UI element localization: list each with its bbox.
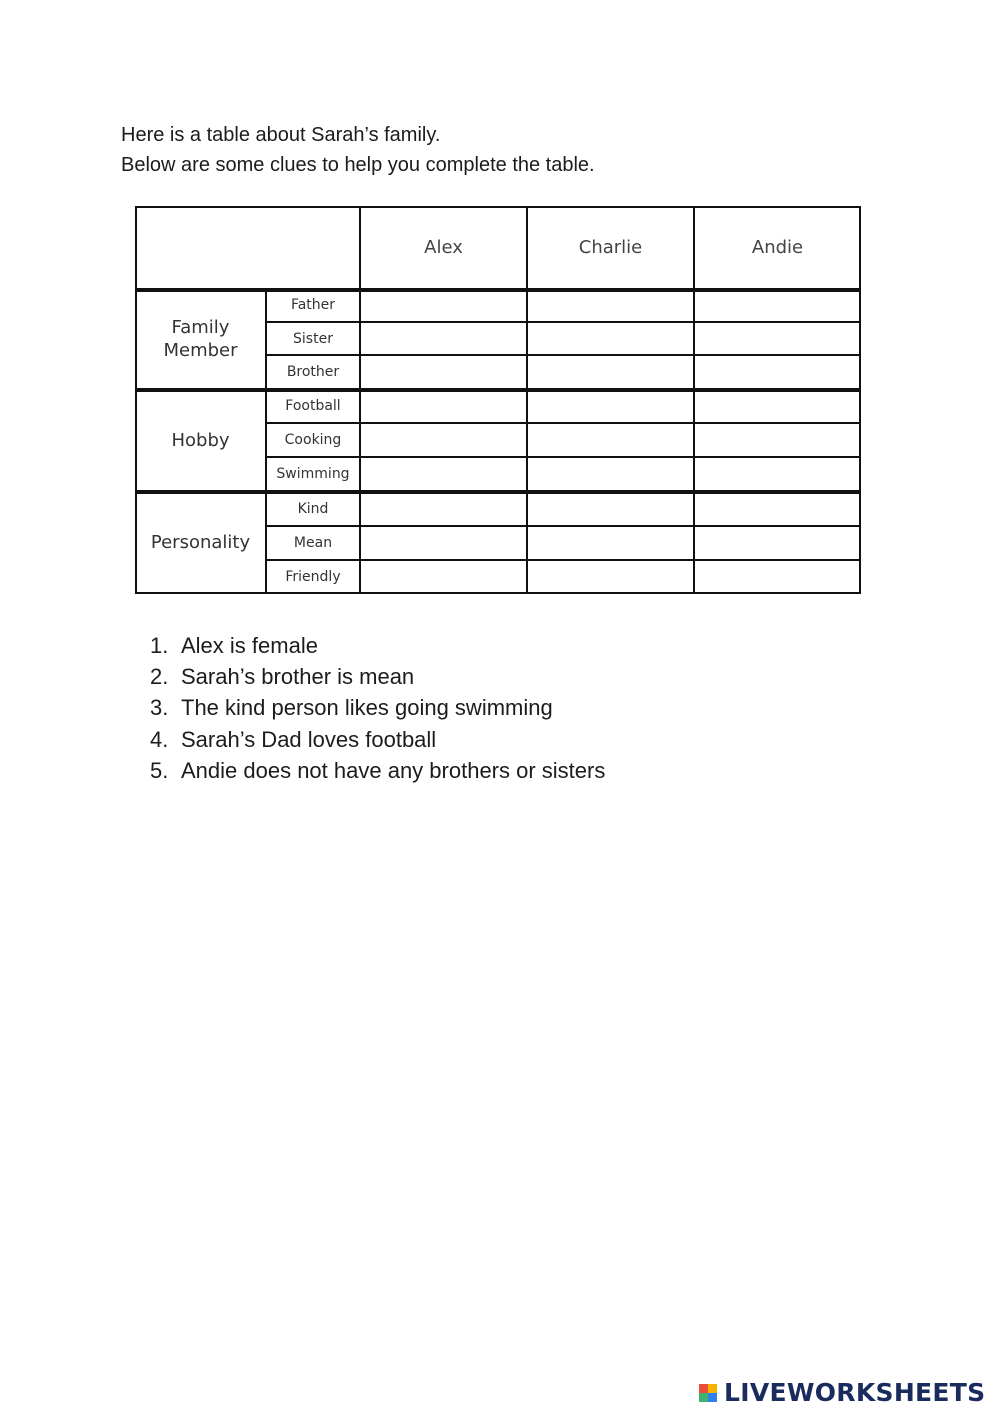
category-label-line: Family — [171, 316, 230, 338]
answer-cell-alex-father[interactable] — [362, 291, 525, 320]
row-label-football: Football — [285, 398, 341, 414]
answer-cell-alex-brother[interactable] — [362, 358, 525, 387]
clue-item — [150, 724, 605, 755]
row-label-swimming: Swimming — [276, 466, 350, 482]
instruction-line-1: Here is a table about Sarah’s family. — [121, 124, 441, 146]
clue-text: Sarah’s Dad loves football — [181, 726, 437, 752]
answer-cell-charlie-father[interactable] — [529, 291, 692, 320]
clue-text: Alex is female — [181, 633, 318, 658]
answer-cell-andie-father[interactable] — [696, 291, 859, 320]
answer-cell-alex-football[interactable] — [362, 392, 525, 421]
answer-cell-alex-friendly[interactable] — [362, 563, 525, 592]
answer-cell-charlie-brother[interactable] — [529, 358, 692, 387]
column-header-charlie: Charlie — [578, 236, 643, 258]
row-label-friendly: Friendly — [285, 569, 341, 585]
brand-name: LIVEWORKSHEETS — [724, 1377, 986, 1407]
row-label-sister: Sister — [293, 330, 333, 347]
answer-cell-andie-swimming[interactable] — [696, 460, 859, 489]
answer-cell-charlie-friendly[interactable] — [529, 563, 692, 592]
answer-cell-andie-friendly[interactable] — [696, 563, 859, 592]
answer-cell-alex-kind[interactable] — [362, 494, 525, 524]
row-label-cooking: Cooking — [284, 432, 342, 448]
answer-cell-andie-mean[interactable] — [696, 529, 859, 558]
clue-number: 2. — [150, 664, 169, 690]
clue-item — [150, 630, 605, 661]
column-header-andie: Andie — [751, 236, 804, 258]
category-label-line: Member — [163, 339, 238, 361]
clue-item — [150, 755, 605, 786]
clue-text: The kind person likes going swimming — [181, 695, 553, 721]
answer-cell-andie-kind[interactable] — [696, 494, 859, 524]
answer-cell-charlie-football[interactable] — [529, 392, 692, 421]
category-label — [135, 288, 266, 389]
answer-cell-alex-mean[interactable] — [362, 529, 525, 558]
clue-text: Sarah’s brother is mean — [181, 664, 415, 690]
answer-cell-andie-sister[interactable] — [696, 325, 859, 353]
clue-item — [150, 692, 605, 723]
clue-item — [150, 661, 605, 692]
logic-table — [135, 206, 861, 594]
clue-number: 4. — [150, 726, 169, 752]
answer-cell-andie-brother[interactable] — [696, 358, 859, 387]
answer-cell-alex-cooking[interactable] — [362, 426, 525, 455]
answer-cell-andie-cooking[interactable] — [696, 426, 859, 455]
clue-list — [150, 630, 605, 786]
category-label-line: Hobby — [171, 429, 230, 451]
answer-cell-alex-swimming[interactable] — [362, 460, 525, 489]
brand-footer — [697, 1377, 985, 1407]
clue-text: Andie does not have any brothers or sisters — [181, 757, 606, 783]
row-label-mean: Mean — [293, 535, 333, 551]
column-header-alex: Alex — [424, 236, 463, 258]
answer-cell-charlie-kind[interactable] — [529, 494, 692, 524]
row-label-kind: Kind — [297, 500, 329, 517]
clue-number: 5. — [150, 757, 169, 783]
answer-cell-charlie-sister[interactable] — [529, 325, 692, 353]
category-label — [135, 389, 266, 491]
clue-number: 3. — [150, 695, 169, 721]
row-label-father: Father — [290, 297, 336, 313]
answer-cell-charlie-mean[interactable] — [529, 529, 692, 558]
instruction-line-2: Below are some clues to help you complete the table. — [121, 154, 595, 176]
answer-cell-alex-sister[interactable] — [362, 325, 525, 353]
answer-cell-andie-football[interactable] — [696, 392, 859, 421]
category-label-line: Personality — [150, 532, 251, 553]
row-label-brother: Brother — [286, 364, 340, 380]
category-label — [135, 491, 266, 594]
clue-number: 1. — [150, 633, 169, 658]
liveworksheets-logo-icon — [697, 1380, 721, 1404]
answer-cell-charlie-cooking[interactable] — [529, 426, 692, 455]
instructions — [121, 120, 595, 180]
answer-cell-charlie-swimming[interactable] — [529, 460, 692, 489]
